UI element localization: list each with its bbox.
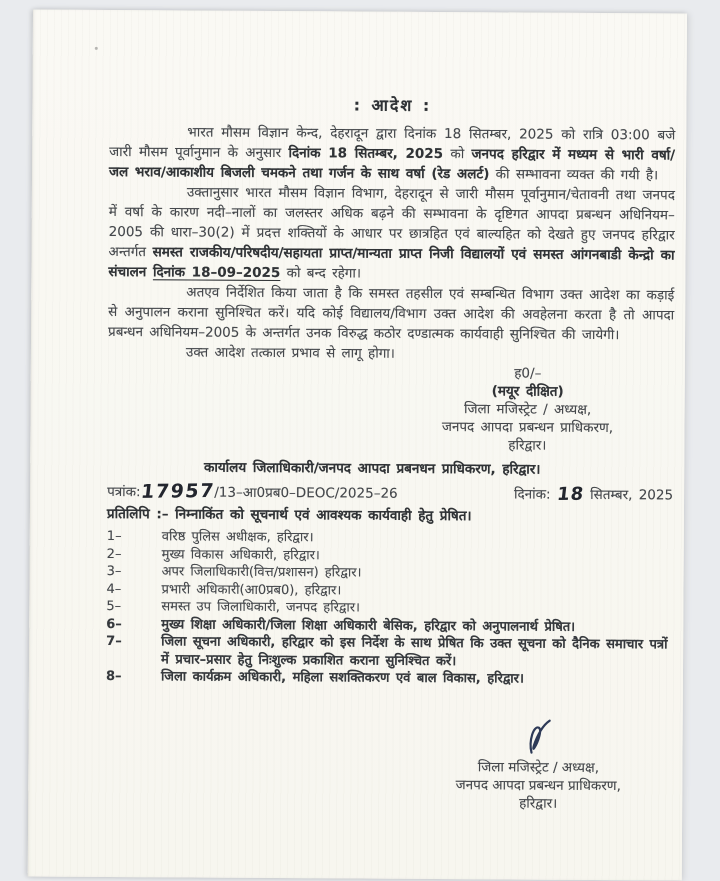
recipient-row bbox=[106, 633, 672, 671]
date-label: दिनांक: bbox=[513, 486, 551, 503]
text-segment: की सम्भावना व्यक्त की गयी है। bbox=[489, 166, 659, 184]
recipient-text: जिला सूचना अधिकारी, हरिद्वार को इस निर्देश के साथ प्रेषित कि उक्त सूचना को दैनिक समाचार पत्रों में प्रचार–प्रसार हेतु निःशुल्क प्रकाशित कराना सुनिश्चित करें। bbox=[161, 634, 668, 669]
recipient-number: 1– bbox=[106, 528, 122, 545]
scan-speck bbox=[95, 47, 98, 50]
recipients-list bbox=[106, 528, 673, 689]
order-paragraph-4 bbox=[108, 342, 674, 365]
text-segment: दिनांक 18 सितम्बर, 2025 bbox=[288, 145, 444, 163]
text-segment: को बन्द रहेगा। bbox=[280, 265, 362, 282]
text-segment: भारत मौसम विज्ञान केन्द, देहरादून द्वारा दिनांक 18 सितम्बर, 2025 को रात्रि 03:00 बजे जारी मौसम पूर्वानुमान के अनुसार bbox=[109, 124, 676, 162]
recipient-number: 8– bbox=[105, 668, 122, 685]
reference-label: पत्रांक: bbox=[107, 483, 141, 501]
text-segment: जनपद हरिद्वार में मध्यम से भारी वर्षा/जल भराव/आकाशीय बिजली चमकने तथा गर्जन के साथ वर्षा (रेड अलर्ट) bbox=[108, 146, 676, 183]
text-segment: उक्तानुसार भारत मौसम विज्ञान विभाग, देहरादून से जारी मौसम पूर्वानुमान/चेतावनी तथा जनपद में वर्षा के कारण नदी–नालों का जलस्तर अधिक बढ़ने की सम्भावना के दृष्टिगत आपदा प्रबन्धन अधिनियम–2005 की धारा–30(2) में प्रदत्त शक्तियों के आधार पर छात्रहित एवं बाल्यहित को देखते हुए जनपद हरिद्वार अन्तर्गत bbox=[108, 184, 675, 261]
text-segment: दिनांक 18–09–2025 bbox=[152, 264, 281, 282]
copy-distribution-line: प्रतिलिपि :– निम्नाकिंत को सूचनार्थ एवं आवश्यक कार्यवाही हेतु प्रेषित। bbox=[106, 505, 472, 525]
recipient-text: जिला कार्यक्रम अधिकारी, महिला सशक्तिकरण एवं बाल विकास, हरिद्वार। bbox=[160, 669, 524, 687]
recipient-text: वरिष्ठ पुलिस अधीक्षक, हरिद्वार। bbox=[161, 529, 314, 546]
text-segment: उक्त आदेश तत्काल प्रभाव से लागू होगा। bbox=[185, 344, 396, 362]
signatory-place: हरिद्वार। bbox=[519, 795, 558, 812]
recipient-row bbox=[106, 668, 672, 689]
recipient-text: मुख्य शिक्षा अधिकारी/जिला शिक्षा अधिकारी बेसिक, हरिद्वार को अनुपालनार्थ प्रेषित। bbox=[161, 616, 576, 635]
date-field bbox=[514, 485, 673, 505]
text-segment: अतएव निर्देशित किया जाता है कि समस्त तहसील एवं सम्बन्धित विभाग उक्त आदेश का कड़ाई से अनुपालन कराना सुनिश्चित करें। यदि कोई विद्यालय/विभाग उक्त आदेश की अवहेलना करता है तो आपदा प्रबन्धन अधिनियम–2005 के अन्तर्गत उनक विरुद्ध कठोर दण्डात्मक कार्यवाही सुनिश्चित की जायेगी। bbox=[108, 284, 675, 344]
reference-suffix: /13–आ0प्रब0–DEOC/2025–26 bbox=[214, 484, 398, 502]
date-day-handwritten: 18 bbox=[555, 483, 586, 505]
recipient-number: 2– bbox=[106, 546, 122, 562]
order-body bbox=[106, 94, 676, 689]
signatory-organization: जनपद आपदा प्रबन्धन प्राधिकरण, bbox=[441, 419, 614, 437]
signatory-organization: जनपद आपदा प्रबन्धन प्राधिकरण, bbox=[455, 777, 621, 795]
recipient-text: मुख्य विकास अधिकारी, हरिद्वार। bbox=[161, 546, 320, 563]
document-paper bbox=[28, 10, 687, 881]
recipient-number: 4– bbox=[106, 581, 122, 597]
date-rest: सितम्बर, 2025 bbox=[590, 486, 674, 504]
order-paragraph-3 bbox=[108, 282, 674, 345]
text-segment: समस्त राजकीय/परिषदीय/सहायता प्राप्त/मान्यता प्राप्त निजी विद्यालयों एवं समस्त आंगनबाडी केन्द्रो का संचालन bbox=[108, 244, 675, 281]
order-heading: : आदेश : bbox=[353, 95, 432, 115]
recipient-number: 7– bbox=[106, 633, 122, 650]
signed-abbreviation: ह0/– bbox=[514, 365, 542, 382]
reference-row bbox=[107, 480, 674, 505]
recipient-text: प्रभारी अधिकारी(आ0प्रब0), हरिद्वार। bbox=[161, 581, 342, 598]
signature-block-bottom bbox=[400, 718, 677, 814]
signatory-title: जिला मजिस्ट्रेट / अध्यक्ष, bbox=[463, 401, 592, 418]
recipient-number: 3– bbox=[106, 563, 122, 580]
text-segment: को bbox=[443, 146, 472, 163]
order-paragraph-1 bbox=[109, 122, 675, 185]
order-paragraph-2 bbox=[108, 182, 675, 285]
signatory-name: (मयूर दीक्षित) bbox=[491, 383, 564, 400]
recipient-text: समस्त उप जिलाधिकारी, जनपद हरिद्वार। bbox=[161, 599, 361, 616]
signature-mark-icon bbox=[400, 718, 676, 758]
reference-number-handwritten: 17957 bbox=[139, 480, 216, 503]
office-line: कार्यालय जिलाधिकारी/जनपद आपदा प्रबनधन प्राधिकरण, हरिद्वार। bbox=[203, 459, 541, 478]
recipient-text: अपर जिलाधिकारी(वित्त/प्रशासन) हरिद्वार। bbox=[161, 564, 362, 581]
reference-number bbox=[107, 480, 398, 504]
signatory-place: हरिद्वार। bbox=[508, 437, 547, 454]
recipient-number: 6– bbox=[106, 616, 122, 632]
recipient-number: 5– bbox=[106, 598, 122, 615]
signatory-title: जिला मजिस्ट्रेट / अध्यक्ष, bbox=[477, 759, 600, 777]
signature-block-top bbox=[390, 364, 665, 456]
